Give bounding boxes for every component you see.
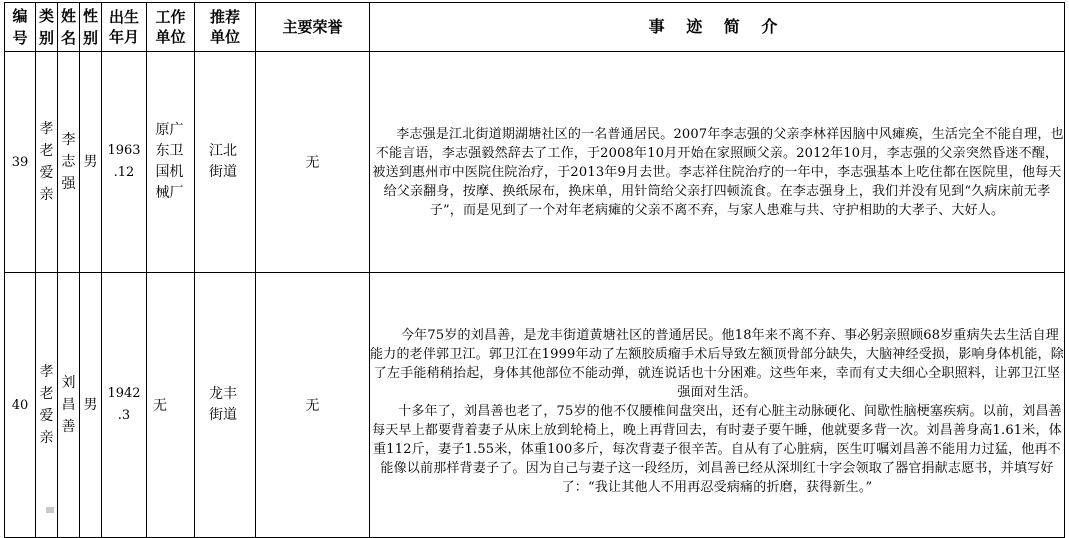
row-name: 刘昌善: [58, 273, 80, 538]
header-story: 事 迹 简 介: [370, 3, 1065, 52]
row-work-unit: 原广东卫国机械厂: [147, 52, 195, 273]
table-row: [5, 273, 1065, 538]
row-birth: 1963 .12: [102, 52, 147, 273]
row-recommending-unit: 江北街道: [195, 52, 256, 273]
row-work-unit: 无: [147, 273, 195, 538]
story-paragraph: 今年75岁的刘昌善，是龙丰街道黄塘社区的普通居民。他18年来不离不弃、事必躬亲照顾68岁重病失去生活自理能力的老伴郭卫江。郭卫江在1999年动了左额胶质瘤手术后导致左额顶骨部分缺失，大脑神经受损，影响身体机能，除了左手能稍稍抬起，身体其他部位不能动弹，就连说话也十分困难。这些年来，幸而有丈夫细心全职照料，让郭卫江坚强面对生活。: [370, 327, 1064, 400]
row-honors: 无: [256, 273, 370, 538]
table-row: [5, 52, 1065, 273]
header-name: 姓名: [58, 3, 80, 52]
row-honors: 无: [256, 52, 370, 273]
row-name: 李志强: [58, 52, 80, 273]
header-category: 类别: [36, 3, 58, 52]
header-work-unit: 工作单位: [147, 3, 195, 52]
header-id: 编号: [5, 3, 36, 52]
header-gender: 性别: [80, 3, 102, 52]
story-paragraph: 李志强是江北街道期湖塘社区的一名普通居民。2007年李志强的父亲李林祥因脑中风瘫痪，生活完全不能自理，也不能言语，李志强毅然辞去了工作，于2008年10月开始在家照顾父亲。2012年10月，李志强的父亲突然昏迷不醒，被送到惠州市中医院住院治疗，于2013年9月去世。李志祥住院治疗的一年中，李志强基本上吃住都在医院里，他每天给父亲翻身，按摩、换纸尿布，换床单，用针筒给父亲打四顿流食。在李志强身上，我们并没有见到“久病床前无孝子”，而是见到了一个对年老病瘫的父亲不离不弃，与家人患难与共、守护相助的大孝子、大好人。: [372, 126, 1064, 218]
row-category: 孝老爱亲: [36, 52, 58, 273]
row-category: 孝老爱亲: [36, 273, 58, 538]
story-paragraph: 十多年了，刘昌善也老了，75岁的他不仅腰椎间盘突出，还有心脏主动脉硬化、间歇性脑梗塞疾病。以前，刘昌善每天早上都要背着妻子从床上放到轮椅上，晚上再背回去，有时妻子要午睡，他就要多背一次。刘昌善身高1.61米，体重112斤，妻子1.55米，体重100多斤，每次背妻子很辛苦。自从有了心脏病，医生叮嘱刘昌善不能用力过猛，他再不能像以前那样背妻子了。因为自己与妻子这一段经历，刘昌善已经从深圳红十字会领取了器官捐献志愿书，并填写好了：“我让其他人不用再忍受病痛的折磨，获得新生。”: [372, 403, 1062, 495]
row-id: 40: [5, 273, 36, 538]
header-recommending-unit: 推荐单位: [195, 3, 256, 52]
row-id: 39: [5, 52, 36, 273]
row-story: [370, 52, 1065, 273]
honoree-table: [4, 2, 1065, 538]
row-gender: 男: [80, 273, 102, 538]
header-birth: 出生年月: [102, 3, 147, 52]
row-gender: 男: [80, 52, 102, 273]
header-row: [5, 3, 1065, 52]
scroll-edge-marker: [46, 507, 54, 513]
row-recommending-unit: 龙丰街道: [195, 273, 256, 538]
row-birth: 1942 .3: [102, 273, 147, 538]
header-honors: 主要荣誉: [256, 3, 370, 52]
row-story: [370, 273, 1065, 538]
